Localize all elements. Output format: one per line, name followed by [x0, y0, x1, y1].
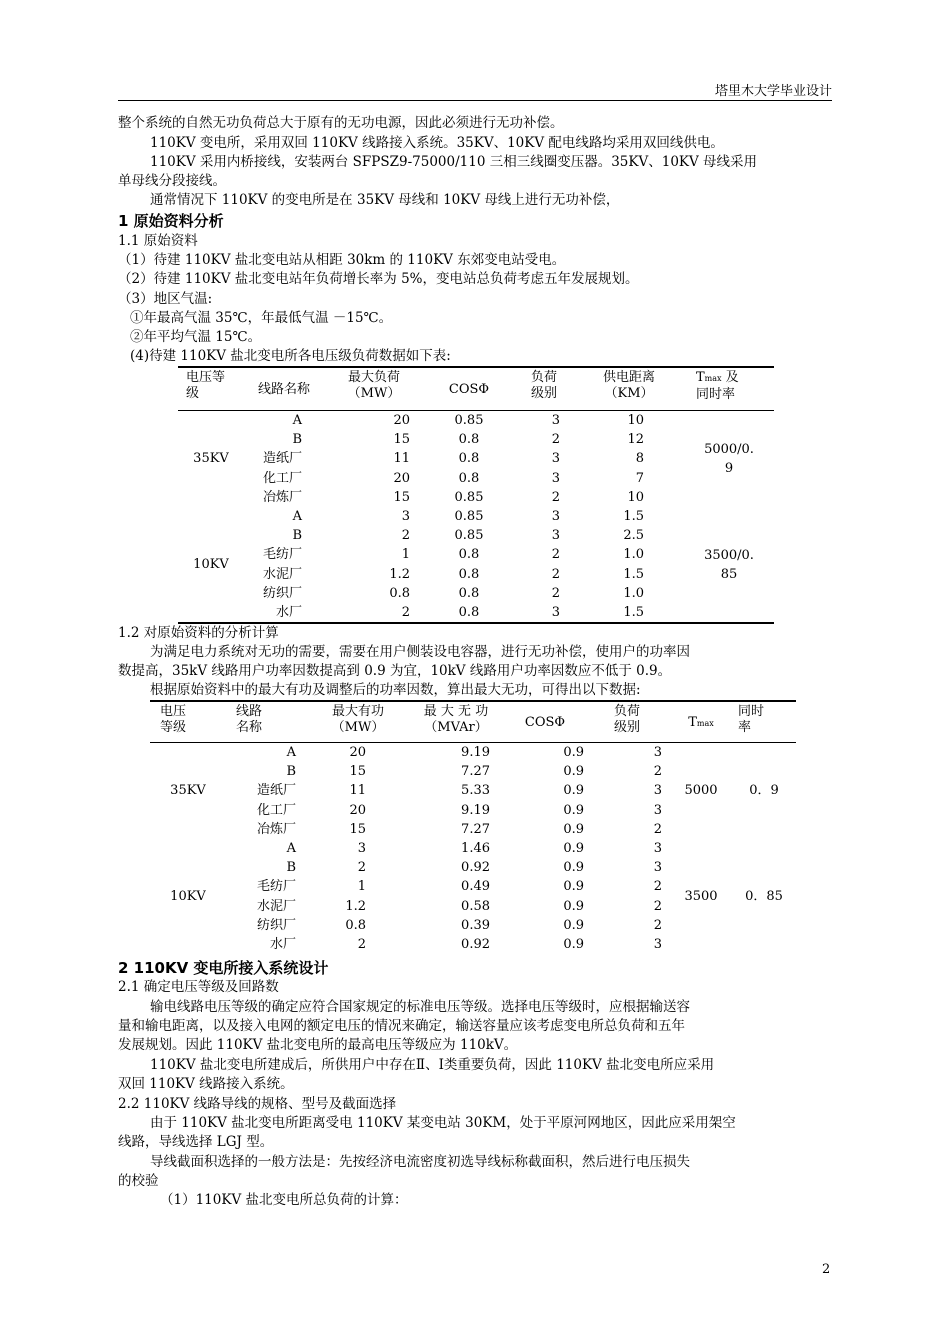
table-cell: 3	[551, 470, 560, 486]
table-cell: 1.2	[389, 566, 410, 582]
col-header: Tmax 及 同时率	[696, 370, 739, 402]
table-cell: 2	[401, 605, 410, 621]
table-cell: 造纸厂	[262, 451, 302, 467]
table-cell: 水厂	[275, 605, 302, 621]
voltage-level-cell: 10KV	[170, 889, 206, 905]
table-cell: 0.9	[563, 841, 584, 857]
paragraph-line: 量和输电距离，以及接入电网的额定电压的情况来确定，输送容量应该考虑变电所总负荷和五年	[118, 1018, 685, 1034]
tmax-cell: 5000	[684, 783, 718, 799]
table-cell: 15	[349, 821, 366, 837]
table-cell: 3	[551, 509, 560, 525]
table-cell: 0.8	[458, 451, 480, 467]
table-cell: 化工厂	[262, 470, 302, 486]
table-cell: 冶炼厂	[262, 489, 302, 505]
col-header: 负荷 级别	[613, 704, 640, 735]
table-cell: 纺织厂	[256, 917, 296, 933]
table-row	[150, 839, 796, 858]
col-header: COSΦ	[448, 382, 490, 397]
table-cell: 15	[349, 764, 366, 780]
table-cell: 0.9	[563, 745, 584, 760]
paragraph-line: 导线截面积选择的一般方法是：先按经济电流密度初选导线标称截面积，然后进行电压损失	[150, 1154, 690, 1170]
table-cell: 0.85	[454, 489, 484, 505]
table-cell: 2	[551, 585, 560, 601]
list-item: （3）地区气温:	[118, 291, 213, 307]
table-cell: 造纸厂	[256, 783, 296, 799]
subsection-heading: 1.1 原始资料	[118, 233, 198, 249]
section-2-heading: 2 110KV 变电所接入系统设计	[118, 959, 329, 977]
col-header: Tmax	[688, 714, 714, 730]
tmax-cell: 3500/0. 85	[704, 547, 754, 582]
table-cell: 20	[349, 802, 366, 818]
voltage-level-cell: 10KV	[193, 557, 229, 573]
table-cell: 7.27	[461, 821, 490, 837]
table-cell: 1.5	[623, 566, 644, 582]
table-cell: B	[286, 764, 296, 780]
paragraph-line: 的校验	[118, 1173, 159, 1189]
table-cell: 3	[401, 509, 410, 525]
table-cell: 纺织厂	[262, 585, 302, 601]
table-cell: 毛纺厂	[256, 879, 296, 895]
section-1-heading: 1 原始资料分析	[118, 212, 224, 230]
table-cell: 3	[357, 841, 366, 857]
table-cell: 0.8	[389, 585, 410, 601]
table-cell: 8	[635, 451, 644, 467]
paragraph-line: 根据原始资料中的最大有功及调整后的功率因数，算出最大无功，可得出以下数据:	[150, 682, 641, 698]
table-cell: 2	[551, 566, 560, 582]
col-header: 同时 率	[738, 704, 765, 735]
header-title: 塔里木大学毕业设计	[714, 84, 832, 99]
table-cell: B	[292, 528, 302, 544]
table-cell: A	[286, 841, 296, 857]
table-cell: 0.8	[458, 585, 480, 601]
table-row	[150, 743, 796, 763]
table-cell: 化工厂	[256, 802, 296, 818]
table-cell: 水厂	[269, 937, 296, 953]
table-cell: 0.85	[454, 528, 484, 544]
paragraph-line: 输电线路电压等级的确定应符合国家规定的标准电压等级。选择电压等级时，应根据输送容	[150, 999, 690, 1015]
col-header: 供电距离 （KM）	[602, 370, 655, 401]
col-header: 负荷 级别	[530, 370, 557, 401]
table-cell: 0.8	[345, 917, 366, 933]
voltage-level-cell: 35KV	[170, 783, 206, 799]
page-number: 2	[822, 1262, 831, 1277]
table-cell: 7.27	[461, 764, 490, 780]
paragraph-line: 数提高，35kV 线路用户功率因数提高到 0.9 为宜，10kV 线路用户功率因数应不低于 0.9。	[118, 663, 672, 679]
subsection-heading: 2.1 确定电压等级及回路数	[118, 979, 279, 995]
table-cell: 0.9	[563, 879, 584, 895]
table-cell: 2	[653, 917, 662, 933]
intro-line: 110KV 采用内桥接线，安装两台 SFPSZ9-75000/110 三相三线圈变压器。35KV、10KV 母线采用	[150, 154, 758, 170]
reactive-power-table	[150, 700, 796, 954]
table-cell: 3	[653, 745, 662, 760]
table-cell: 12	[627, 432, 644, 448]
table-cell: 0.8	[458, 432, 480, 448]
intro-line: 110KV 变电所，采用双回 110KV 线路接入系统。35KV、10KV 配电线路均采用双回线供电。	[150, 135, 724, 151]
list-item: （1）待建 110KV 盐北变电站从相距 30km 的 110KV 东郊变电站受电。	[118, 252, 566, 268]
table-cell: 0.8	[458, 605, 480, 621]
table-cell: 0.9	[563, 821, 584, 837]
list-item: ②年平均气温 15℃。	[130, 329, 262, 345]
col-header: 最大负荷 （MW）	[347, 370, 401, 401]
table-cell: 3	[653, 802, 662, 818]
col-header: 线路名称	[257, 382, 310, 397]
subsection-heading: 1.2 对原始资料的分析计算	[118, 625, 279, 641]
table-cell: 1.0	[623, 547, 644, 563]
table-cell: 2	[653, 764, 662, 780]
tmax-cell: 3500	[684, 889, 718, 905]
table-cell: 1	[401, 547, 410, 563]
table-cell: 毛纺厂	[262, 547, 302, 563]
table-cell: 20	[349, 745, 366, 760]
table-cell: 0.39	[461, 917, 490, 933]
intro-line: 通常情况下 110KV 的变电所是在 35KV 母线和 10KV 母线上进行无功补偿，	[150, 192, 620, 208]
table-cell: 0.8	[458, 470, 480, 486]
col-header: 最 大 无 功 （MVAr）	[423, 704, 489, 735]
intro-line: 整个系统的自然无功负荷总大于原有的无功电源，因此必须进行无功补偿。	[118, 115, 564, 131]
table-cell: A	[292, 509, 302, 525]
paragraph-line: 发展规划。因此 110KV 盐北变电所的最高电压等级应为 110kV。	[118, 1037, 518, 1053]
table-cell: 0.9	[563, 783, 584, 799]
col-header: 电压 等级	[160, 704, 187, 735]
paragraph-line: 双回 110KV 线路接入系统。	[118, 1076, 294, 1092]
list-item: ①年最高气温 35℃，年最低气温 －15℃。	[130, 310, 393, 326]
list-item: (4)待建 110KV 盐北变电所各电压级负荷数据如下表:	[130, 348, 451, 364]
col-header: 最大有功 （MW）	[331, 704, 385, 735]
table-cell: 7	[635, 470, 644, 486]
table-cell: 1.5	[623, 605, 644, 621]
table-cell: 9.19	[461, 802, 490, 818]
table-cell: 0.9	[563, 917, 584, 933]
table-cell: 1.0	[623, 585, 644, 601]
table-cell: 0.49	[461, 879, 490, 895]
table-cell: 3	[653, 860, 662, 876]
paragraph-line: （1）110KV 盐北变电所总负荷的计算：	[160, 1192, 408, 1208]
table-cell: 0.58	[461, 898, 490, 914]
table-cell: 2	[653, 898, 662, 914]
table-cell: B	[292, 432, 302, 448]
table-cell: 水泥厂	[262, 566, 302, 582]
table-header-row	[150, 701, 796, 743]
table-cell: 20	[393, 413, 410, 428]
table-cell: A	[292, 413, 302, 428]
paragraph-line: 为满足电力系统对无功的需要，需要在用户侧装设电容器，进行无功补偿，使用户的功率因	[150, 644, 690, 660]
table-row	[178, 507, 774, 526]
table-cell: 0.9	[563, 937, 584, 953]
col-header: COSΦ	[524, 715, 566, 730]
table-cell: 2	[357, 860, 366, 876]
table-cell: 1.46	[461, 841, 490, 857]
table-cell: 1	[357, 879, 366, 895]
table-cell: 2	[357, 937, 366, 953]
table-cell: A	[286, 745, 296, 760]
table-cell: 2	[653, 821, 662, 837]
voltage-level-cell: 35KV	[193, 451, 229, 467]
table-cell: 3	[551, 605, 560, 621]
table-cell: 0.9	[563, 898, 584, 914]
table-cell: 11	[393, 451, 410, 467]
table-cell: 1.2	[345, 898, 366, 914]
paragraph-line: 110KV 盐北变电所建成后，所供用户中存在Ⅱ、Ⅰ类重要负荷，因此 110KV 盐北变电所应采用	[150, 1057, 715, 1073]
table-cell: 3	[551, 413, 560, 428]
table-cell: 0.92	[461, 937, 490, 953]
coincidence-rate-cell: 0．9	[749, 783, 779, 799]
table-cell: 3	[653, 841, 662, 857]
table-cell: 0.9	[563, 860, 584, 876]
table-cell: 15	[393, 489, 410, 505]
intro-line: 单母线分段接线。	[118, 173, 226, 189]
col-header: 线路 名称	[236, 704, 263, 735]
table-cell: 3	[653, 783, 662, 799]
table-cell: 2	[653, 879, 662, 895]
table-cell: 0.8	[458, 547, 480, 563]
subsection-heading: 2.2 110KV 线路导线的规格、型号及截面选择	[118, 1096, 397, 1112]
table-cell: 冶炼厂	[256, 821, 296, 837]
col-header: 电压等 级	[186, 370, 226, 401]
table-cell: 10	[627, 489, 644, 505]
table-cell: 2	[551, 489, 560, 505]
table-cell: 0.9	[563, 764, 584, 780]
paragraph-line: 线路，导线选择 LGJ 型。	[118, 1134, 274, 1150]
table-cell: 3	[653, 937, 662, 953]
tmax-cell: 5000/0. 9	[704, 442, 754, 476]
load-data-table	[178, 366, 774, 624]
table-cell: 15	[393, 432, 410, 448]
table-cell: 3	[551, 528, 560, 544]
table-cell: 20	[393, 470, 410, 486]
table-cell: 2	[551, 547, 560, 563]
list-item: （2）待建 110KV 盐北变电站年负荷增长率为 5%，变电站总负荷考虑五年发展规划。	[118, 271, 639, 287]
table-cell: 水泥厂	[256, 898, 296, 914]
table-cell: 0.9	[563, 802, 584, 818]
table-cell: 11	[349, 783, 366, 799]
coincidence-rate-cell: 0．85	[745, 889, 783, 905]
paragraph-line: 由于 110KV 盐北变电所距离受电 110KV 某变电站 30KM，处于平原河网地区，因此应采用架空	[150, 1115, 736, 1131]
table-cell: B	[286, 860, 296, 876]
table-cell: 9.19	[461, 745, 490, 760]
table-cell: 5.33	[461, 783, 490, 799]
table-cell: 0.8	[458, 566, 480, 582]
table-cell: 10	[627, 413, 644, 428]
table-row	[178, 411, 774, 431]
table-cell: 2	[551, 432, 560, 448]
table-cell: 1.5	[623, 509, 644, 525]
table-cell: 0.85	[454, 413, 484, 428]
table-cell: 2	[401, 528, 410, 544]
table-header-row	[178, 367, 774, 411]
table-cell: 3	[551, 451, 560, 467]
table-cell: 2.5	[623, 528, 644, 544]
table-cell: 0.85	[454, 509, 484, 525]
page-header	[118, 80, 832, 101]
table-cell: 0.92	[461, 860, 490, 876]
